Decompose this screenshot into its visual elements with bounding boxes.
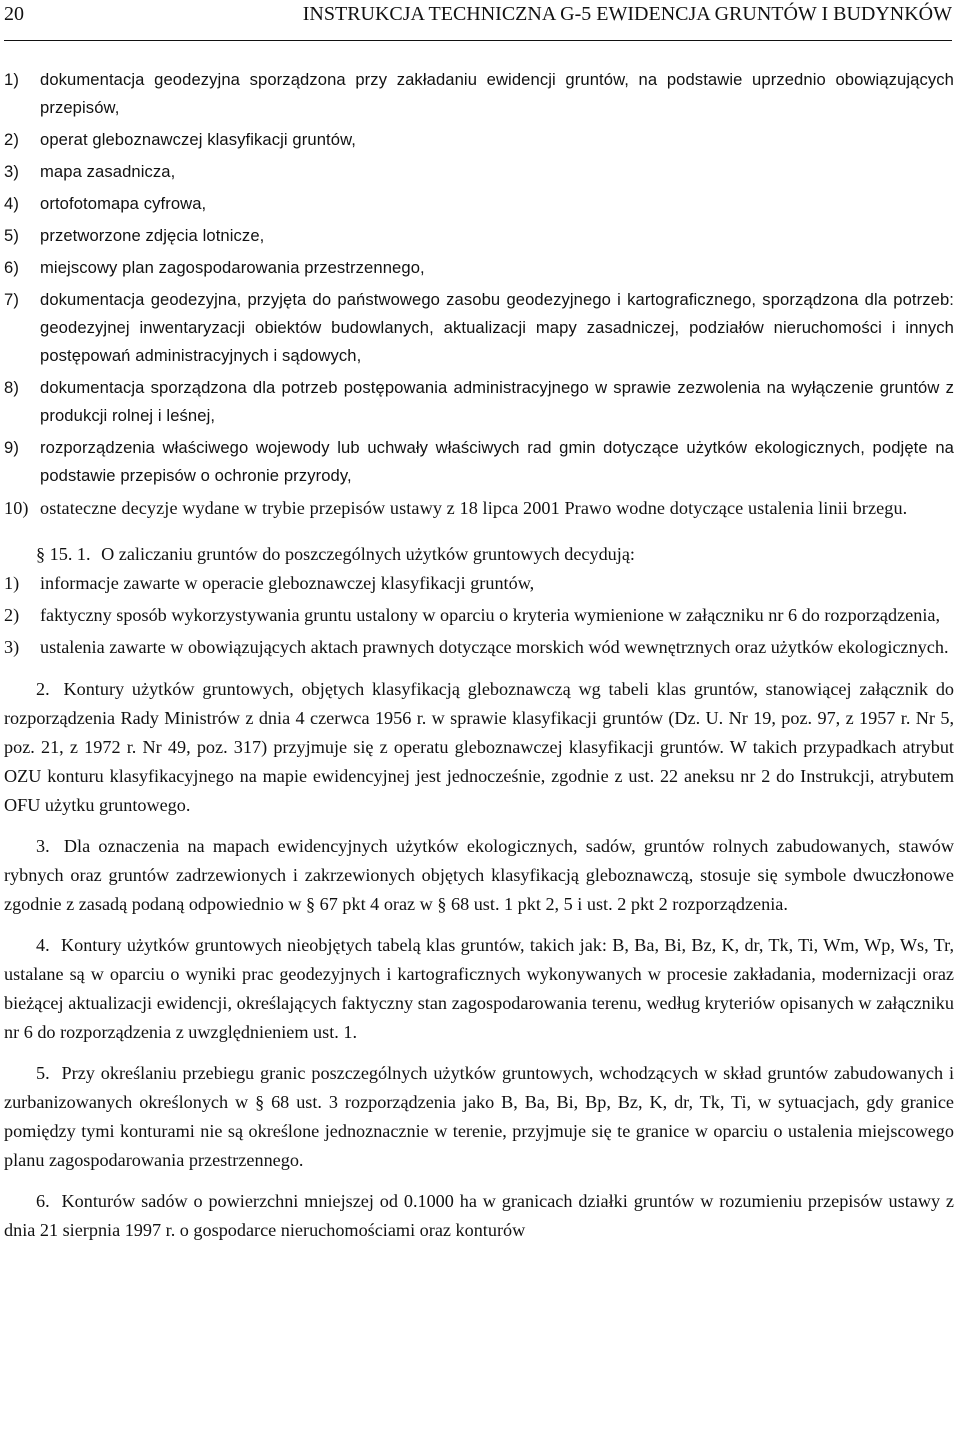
paragraph: 3. Dla oznaczenia na mapach ewidencyjnych użytków ekologicznych, sadów, gruntów rolnych zabudowanych, stawów rybnych oraz gruntów zadrzewionych i zakrzewionych objętych klasyfikacją gleboznawczą, stosuje się symbole dwuczłonowe zgodnie z zasadą podaną odpowiednio w § 67 pkt 4 oraz w § 68 ust. 1 pkt 2, 5 i ust. 2 pkt 2 rozporządzenia.	[4, 836, 955, 914]
page-number: 20	[4, 3, 24, 25]
paragraph: 5. Przy określaniu przebiegu granic poszczególnych użytków gruntowych, wchodzących w skład gruntów zabudowanych i zurbanizowanych określonych w § 68 ust. 3 rozporządzenia jako B, Ba, Bi, Bp, Bz, K, dr, Tk, Ti, w sytuacjach, gdy granice pomiędzy tymi konturami nie są określone jednoznacznie w terenie, przyjmuje się te granice w oparciu o ustalenia miejscowego planu zagospodarowania przestrzennego.	[4, 1063, 955, 1170]
section-heading	[4, 540, 954, 569]
list-item: 2) operat gleboznawczej klasyfikacji gruntów,	[4, 130, 356, 149]
criteria-list	[4, 569, 954, 661]
running-title: INSTRUKCJA TECHNICZNA G-5 EWIDENCJA GRUNTÓW I BUDYNKÓW	[302, 3, 952, 25]
list-item: 5) przetworzone zdjęcia lotnicze,	[4, 226, 265, 245]
list-item: 3) ustalenia zawarte w obowiązujących aktach prawnych dotyczące morskich wód wewnętrznych oraz użytków ekologicznych.	[4, 637, 949, 657]
list-item: 6) miejscowy plan zagospodarowania przestrzennego,	[4, 258, 425, 277]
list-item: 9) rozporządzenia właściwego wojewody lub uchwały właściwych rad gmin dotyczące użytków ekologicznych, podjęte na podstawie przepisów o ochronie przyrody,	[4, 438, 954, 485]
paragraph: 6. Konturów sadów o powierzchni mniejszej od 0.1000 ha w granicach działki gruntów w rozumieniu przepisów ustawy z dnia 21 sierpnia 1997 r. o gospodarce nieruchomościami oraz konturów	[4, 1191, 954, 1240]
page-content	[4, 66, 954, 1245]
list-item: 7) dokumentacja geodezyjna, przyjęta do państwowego zasobu geodezyjnego i kartograficznego, sporządzona dla potrzeb: geodezyjnej inwentaryzacji obiektów budowlanych, aktualizacji mapy zasadniczej, podziałów nieruchomości i innych postępowań administracyjnych i sądowych,	[4, 290, 954, 365]
list-item: 1) dokumentacja geodezyjna sporządzona przy zakładaniu ewidencji gruntów, na podstawie uprzednio obowiązujących przepisów,	[4, 70, 954, 117]
page-header	[4, 0, 952, 41]
list-item: 3) mapa zasadnicza,	[4, 162, 176, 181]
paragraph: 4. Kontury użytków gruntowych nieobjętych tabelą klas gruntów, takich jak: B, Ba, Bi, Bz, K, dr, Tk, Ti, Wm, Wp, Ws, Tr, ustalane są w oparciu o wyniki prac geodezyjnych i kartograficznych wykonywanych w procesie zakładania, modernizacji oraz bieżącej aktualizacji ewidencji, określających faktyczny stan zagospodarowania terenu, według kryteriów opisanych w załączniku nr 6 do rozporządzenia z uwzględnieniem ust. 1.	[4, 935, 954, 1042]
section-heading-text: O zaliczaniu gruntów do poszczególnych użytków gruntowych decydują:	[101, 544, 635, 564]
list-item: 4) ortofotomapa cyfrowa,	[4, 194, 207, 213]
paragraph: 2. Kontury użytków gruntowych, objętych klasyfikacją gleboznawczą wg tabeli klas gruntów, stanowiącej załącznik do rozporządzenia Rady Ministrów z dnia 4 czerwca 1956 r. w sprawie klasyfikacji gruntów (Dz. U. Nr 19, poz. 97, z 1957 r. Nr 5, poz. 21, z 1972 r. Nr 49, poz. 317) przyjmuje się z operatu gleboznawczej klasyfikacji gruntów. W takich przypadkach atrybut OZU konturu klasyfikacyjnego na mapie ewidencyjnej jest jednocześnie, zgodnie z ust. 22 aneksu nr 2 do Instrukcji, atrybutem OFU użytku gruntowego.	[4, 679, 955, 815]
list-item: 10) ostateczne decyzje wydane w trybie przepisów ustawy z 18 lipca 2001 Prawo wodne dotyczące ustalenia linii brzegu.	[4, 498, 908, 518]
sources-list	[4, 66, 954, 522]
section-number: § 15. 1.	[36, 544, 91, 564]
list-item: 2) faktyczny sposób wykorzystywania gruntu ustalony w oparciu o kryteria wymienione w załączniku nr 6 do rozporządzenia,	[4, 605, 940, 625]
list-item: 8) dokumentacja sporządzona dla potrzeb postępowania administracyjnego w sprawie zezwolenia na wyłączenie gruntów z produkcji rolnej i leśnej,	[4, 378, 954, 425]
list-item: 1) informacje zawarte w operacie gleboznawczej klasyfikacji gruntów,	[4, 573, 535, 593]
